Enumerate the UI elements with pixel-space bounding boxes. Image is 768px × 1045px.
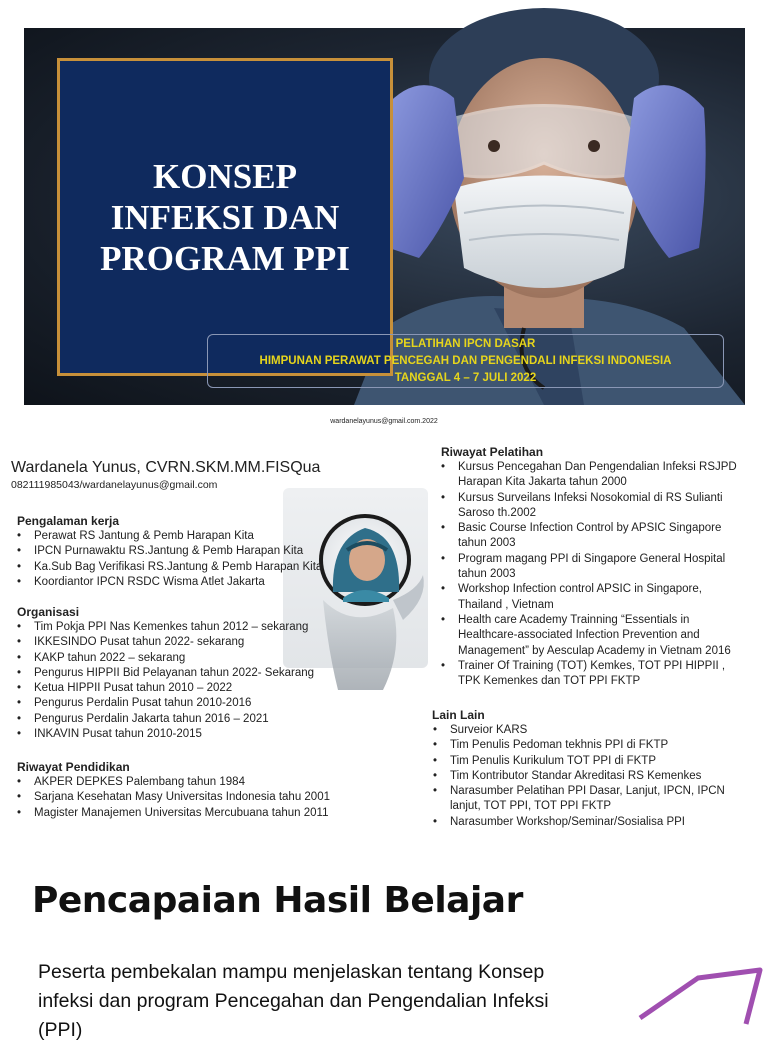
list-item: • Kursus Surveilans Infeksi Nosokomial di RS Sulianti Saroso th.2002: [438, 491, 738, 522]
list-item: • Magister Manajemen Universitas Mercubuana tahun 2011: [14, 806, 330, 821]
lain-list: [430, 723, 740, 830]
list-item: • Pengurus Perdalin Pusat tahun 2010-2016: [14, 696, 314, 711]
section-title-pelatihan: Riwayat Pelatihan: [441, 445, 544, 459]
footer-email: wardanelayunus@gmail.com.2022: [330, 418, 438, 425]
section-title-pendidikan: Riwayat Pendidikan: [17, 760, 130, 774]
list-item: • Perawat RS Jantung & Pemb Harapan Kita: [14, 529, 322, 544]
list-item: • Tim Pokja PPI Nas Kemenkes tahun 2012 – sekarang: [14, 620, 314, 635]
list-item: • Pengurus HIPPII Bid Pelayanan tahun 2022- Sekarang: [14, 666, 314, 681]
list-item: • Tim Penulis Pedoman tekhnis PPI di FKTP: [430, 738, 740, 753]
title-line: INFEKSI DAN: [110, 197, 340, 237]
list-item: • Trainer Of Training (TOT) Kemkes, TOT PPI HIPPII , TPK Kemenkes dan TOT PPI FKTP: [438, 659, 738, 690]
title-line: KONSEP: [153, 156, 297, 196]
body-line: Peserta pembekalan mampu menjelaskan tentang Konsep: [38, 961, 545, 983]
event-organizer: HIMPUNAN PERAWAT PENCEGAH DAN PENGENDALI INFEKSI INDONESIA: [259, 354, 672, 367]
title-slide: [24, 28, 745, 405]
list-item: • KAKP tahun 2022 – sekarang: [14, 651, 314, 666]
body-line: infeksi dan program Pencegahan dan Pengendalian Infeksi: [38, 990, 549, 1012]
list-item: • Program magang PPI di Singapore General Hospital tahun 2003: [438, 552, 738, 583]
list-item: • Koordiantor IPCN RSDC Wisma Atlet Jakarta: [14, 575, 322, 590]
list-item: • Workshop Infection control APSIC in Singapore, Thailand , Vietnam: [438, 582, 738, 613]
list-item: • Tim Penulis Kurikulum TOT PPI di FKTP: [430, 754, 740, 769]
event-info-box: [207, 334, 724, 388]
list-item: • Narasumber Pelatihan PPI Dasar, Lanjut, IPCN, IPCN lanjut, TOT PPI, TOT PPI FKTP: [430, 784, 740, 815]
list-item: • Narasumber Workshop/Seminar/Sosialisa PPI: [430, 815, 740, 830]
event-date: TANGGAL 4 – 7 JULI 2022: [394, 371, 537, 384]
title-line: PROGRAM PPI: [100, 238, 350, 278]
pendidikan-list: [14, 775, 330, 821]
list-item: • IPCN Purnawaktu RS.Jantung & Pemb Harapan Kita: [14, 544, 322, 559]
profile-slide: [0, 440, 768, 860]
learning-outcome-title: Pencapaian Hasil Belajar: [32, 880, 523, 921]
pelatihan-list: [438, 460, 738, 689]
section-title-lain: Lain Lain: [432, 708, 485, 722]
title-box: [57, 58, 393, 376]
list-item: • Tim Kontributor Standar Akreditasi RS Kemenkes: [430, 769, 740, 784]
list-item: • Surveior KARS: [430, 723, 740, 738]
list-item: • Ketua HIPPII Pusat tahun 2010 – 2022: [14, 681, 314, 696]
organisasi-list: [14, 620, 314, 742]
list-item: • INKAVIN Pusat tahun 2010-2015: [14, 727, 314, 742]
section-title-organisasi: Organisasi: [17, 605, 80, 619]
list-item: • Basic Course Infection Control by APSIC Singapore tahun 2003: [438, 521, 738, 552]
list-item: • AKPER DEPKES Palembang tahun 1984: [14, 775, 330, 790]
presenter-name: Wardanela Yunus, CVRN.SKM.MM.FISQua: [11, 459, 321, 476]
list-item: • Kursus Pencegahan Dan Pengendalian Infeksi RSJPD Harapan Kita Jakarta tahun 2000: [438, 460, 738, 491]
presenter-contact: 082111985043/wardanelayunus@gmail.com: [11, 479, 218, 491]
learning-outcome-body: [38, 958, 658, 1045]
list-item: • Ka.Sub Bag Verifikasi RS.Jantung & Pemb Harapan Kita: [14, 560, 322, 575]
list-item: • IKKESINDO Pusat tahun 2022- sekarang: [14, 635, 314, 650]
event-name: PELATIHAN IPCN DASAR: [395, 337, 536, 350]
list-item: • Pengurus Perdalin Jakarta tahun 2016 – 2021: [14, 712, 314, 727]
pengalaman-list: [14, 529, 322, 590]
list-item: • Sarjana Kesehatan Masy Universitas Indonesia tahu 2001: [14, 790, 330, 805]
body-line: (PPI): [38, 1019, 83, 1041]
section-title-pengalaman: Pengalaman kerja: [17, 514, 120, 528]
list-item: • Health care Academy Trainning “Essentials in Healthcare-associated Infection Prevention and Management” by Aesculap Academy in Vietnam 2016: [438, 613, 738, 659]
slide-title: [75, 156, 375, 279]
decorative-arrow-icon: [628, 960, 768, 1024]
